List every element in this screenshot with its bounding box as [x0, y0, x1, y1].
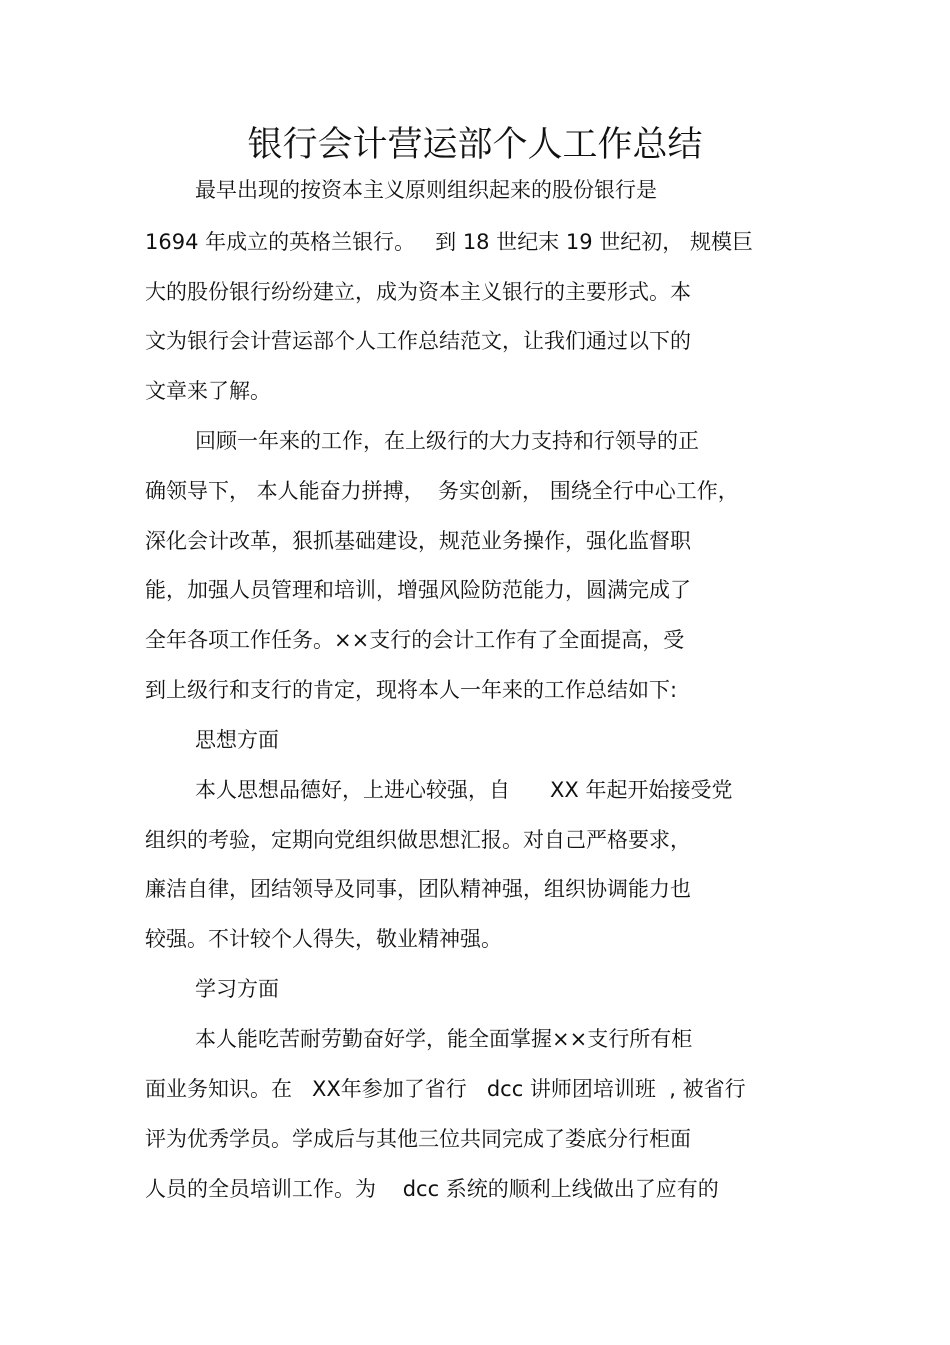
paragraph-line: 大的股份银行纷纷建立，成为资本主义银行的主要形式。本 — [145, 280, 691, 304]
section-heading: 学习方面 — [195, 977, 279, 1001]
paragraph-line: 较强。不计较个人得失，敬业精神强。 — [145, 927, 502, 951]
paragraph-line: 1694 年成立的英格兰银行。 到 18 世纪末 19 世纪初， 规模巨 — [145, 230, 753, 254]
document-title: 银行会计营运部个人工作总结 — [247, 125, 703, 165]
paragraph-line: 人员的全员培训工作。为 dcc 系统的顺利上线做出了应有的 — [145, 1177, 719, 1201]
paragraph-line: 面业务知识。在 XX年参加了省行 dcc 讲师团培训班 , 被省行 — [145, 1077, 746, 1101]
paragraph-line: 文章来了解。 — [145, 379, 271, 403]
paragraph-line: 评为优秀学员。学成后与其他三位共同完成了娄底分行柜面 — [145, 1127, 691, 1151]
paragraph-line: 深化会计改革，狠抓基础建设，规范业务操作，强化监督职 — [145, 529, 691, 553]
paragraph-line: 本人思想品德好，上进心较强，自 XX 年起开始接受党 — [195, 778, 733, 802]
paragraph-line: 廉洁自律，团结领导及同事，团队精神强，组织协调能力也 — [145, 877, 691, 901]
paragraph-line: 最早出现的按资本主义原则组织起来的股份银行是 — [195, 178, 657, 202]
paragraph-line: 确领导下， 本人能奋力拼搏， 务实创新， 围绕全行中心工作， — [145, 479, 739, 503]
paragraph-line: 文为银行会计营运部个人工作总结范文，让我们通过以下的 — [145, 329, 691, 353]
section-heading: 思想方面 — [195, 728, 279, 752]
paragraph-line: 组织的考验，定期向党组织做思想汇报。对自己严格要求， — [145, 828, 691, 852]
paragraph-line: 回顾一年来的工作，在上级行的大力支持和行领导的正 — [195, 429, 699, 453]
paragraph-line: 到上级行和支行的肯定，现将本人一年来的工作总结如下: — [145, 678, 678, 702]
paragraph-line: 本人能吃苦耐劳勤奋好学，能全面掌握××支行所有柜 — [195, 1027, 693, 1051]
paragraph-line: 全年各项工作任务。××支行的会计工作有了全面提高，受 — [145, 628, 685, 652]
paragraph-line: 能，加强人员管理和培训，增强风险防范能力，圆满完成了 — [145, 578, 691, 602]
